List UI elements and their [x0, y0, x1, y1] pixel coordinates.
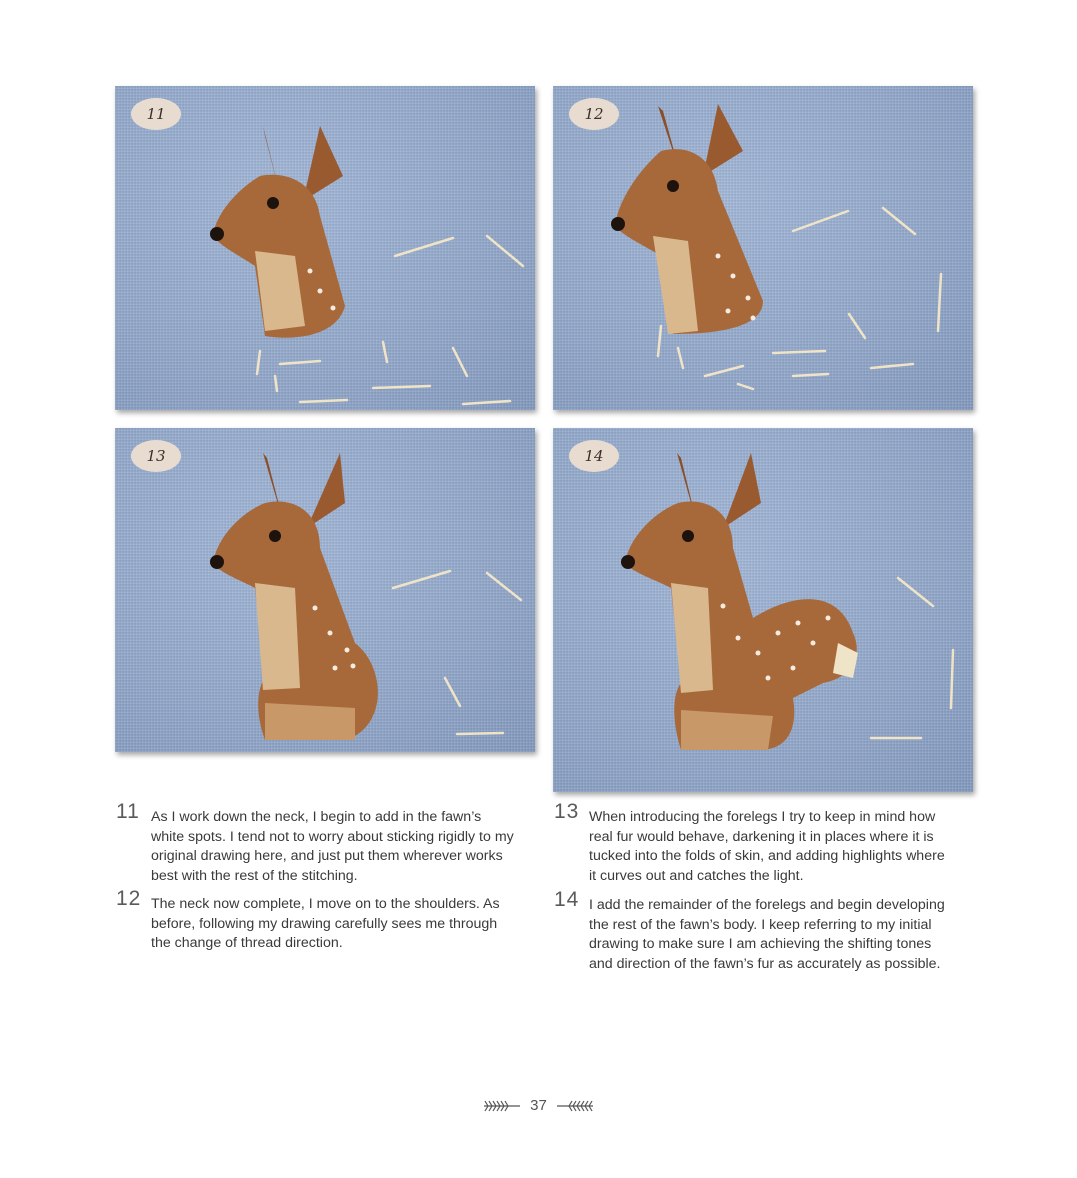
- step-12-caption: [116, 887, 516, 954]
- fawn-body-developing-icon: [553, 428, 973, 792]
- step-number: 14: [554, 888, 580, 911]
- fawn-head-neck-icon: [115, 86, 535, 410]
- leaf-sprig-icon: [555, 1099, 595, 1113]
- step-14-caption: [554, 888, 954, 974]
- step-12-photo: [553, 86, 973, 410]
- step-text: The neck now complete, I move on to the shoulders. As before, following my drawing carefully sees me through the change of thread direction.: [151, 896, 500, 951]
- step-number: 13: [554, 800, 580, 823]
- step-13-caption: [554, 800, 954, 886]
- step-11-photo: [115, 86, 535, 410]
- step-text: As I work down the neck, I begin to add in the fawn’s white spots. I tend not to worry about sticking rigidly to my original drawing here, and just put them wherever works best with the rest of the stitching.: [151, 809, 514, 884]
- step-badge-11: 11: [131, 98, 181, 130]
- leaf-sprig-icon: [482, 1099, 522, 1113]
- step-number: 12: [116, 887, 142, 910]
- step-number: 11: [116, 800, 140, 823]
- step-badge-13: 13: [131, 440, 181, 472]
- fawn-with-forelegs-icon: [115, 428, 535, 752]
- page-footer: [0, 1097, 1077, 1114]
- step-text: I add the remainder of the forelegs and begin developing the rest of the fawn’s body. I keep referring to my initial drawing to make sure I am achieving the shifting tones and direction of the fawn’s fur as accurately as possible.: [589, 897, 945, 972]
- step-badge-12: 12: [569, 98, 619, 130]
- step-14-photo: [553, 428, 973, 792]
- step-13-photo: [115, 428, 535, 752]
- fawn-head-shoulders-icon: [553, 86, 973, 410]
- step-badge-14: 14: [569, 440, 619, 472]
- step-text: When introducing the forelegs I try to keep in mind how real fur would behave, darkening it in places where it is tucked into the folds of skin, and adding highlights where it curves out and catches the light.: [589, 809, 945, 884]
- page-number: 37: [530, 1097, 547, 1114]
- step-11-caption: [116, 800, 516, 886]
